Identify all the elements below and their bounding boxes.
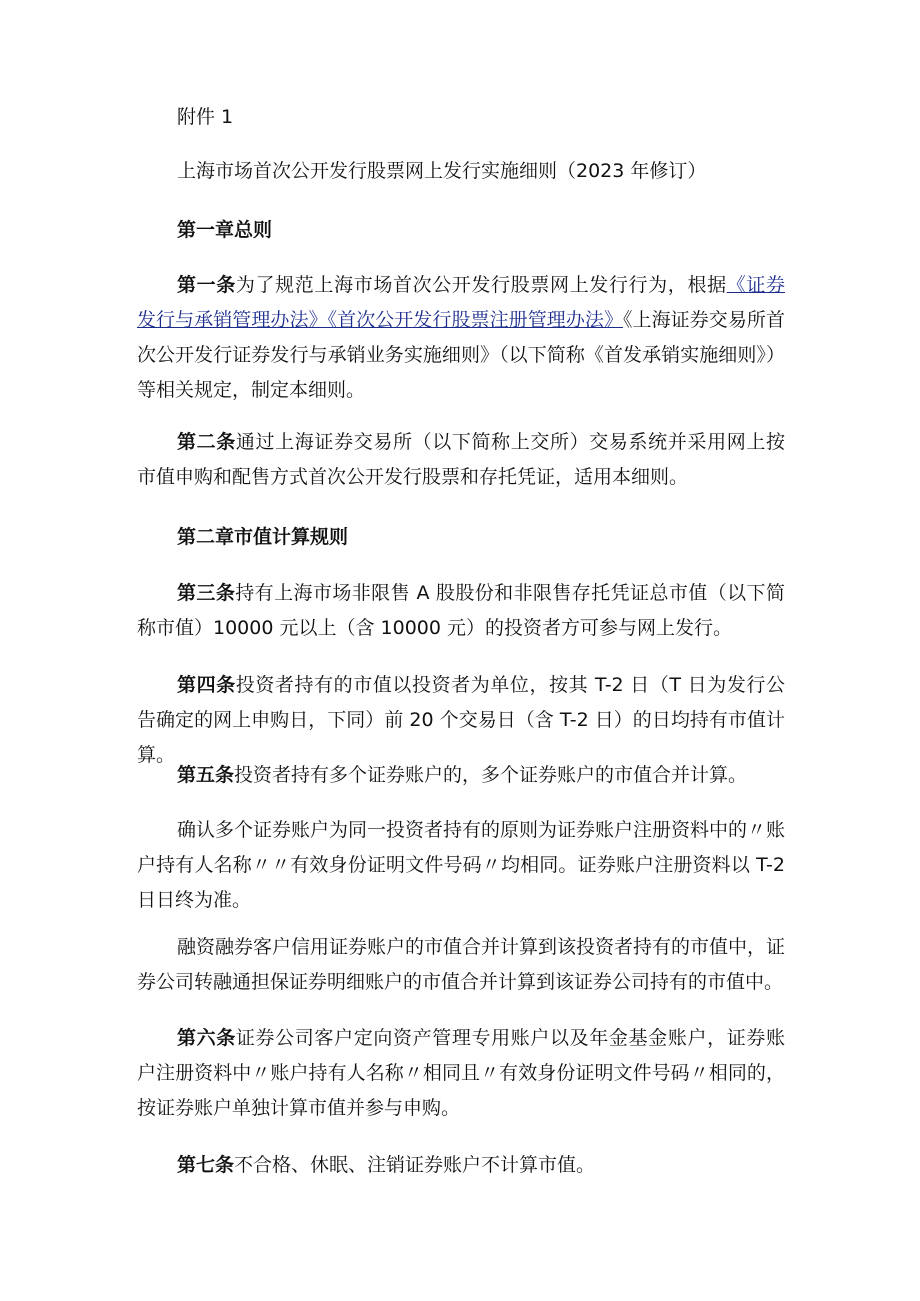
- regulation-link-ipo-registration[interactable]: 《首次公开发行股票注册管理办法》: [327, 309, 623, 331]
- document-title: 上海市场首次公开发行股票网上发行实施细则（2023 年修订）: [177, 160, 707, 182]
- chapter-2-heading: 第二章市值计算规则: [177, 526, 349, 548]
- attachment-label: 附件 1: [177, 106, 234, 128]
- article-6: [137, 1021, 785, 1126]
- paragraph-margin-accounts: 融资融券客户信用证券账户的市值合并计算到该投资者持有的市值中，证券公司转融通担保证券明细账户的市值合并计算到该证券公司持有的市值中。: [137, 936, 786, 993]
- article-2: [137, 425, 785, 495]
- regulation-link-issuance-underwriting[interactable]: 《证券发行与承销管理办法》: [137, 274, 785, 331]
- article-3-label: 第三条: [177, 582, 236, 604]
- article-7-text: 不合格、休眠、注销证券账户不计算市值。: [234, 1154, 596, 1176]
- article-7-label: 第七条: [177, 1154, 235, 1176]
- article-1: [137, 268, 785, 408]
- paragraph-account-confirmation: 确认多个证券账户为同一投资者持有的原则为证券账户注册资料中的〃账户持有人名称〃〃有效身份证明文件号码〃均相同。证券账户注册资料以 T-2 日日终为准。: [137, 819, 786, 911]
- article-3-text: 持有上海市场非限售 A 股股份和非限售存托凭证总市值（以下简称市值）10000 元以上（含 10000 元）的投资者方可参与网上发行。: [137, 582, 785, 639]
- article-6-label: 第六条: [177, 1027, 236, 1049]
- article-5: [137, 758, 785, 793]
- article-3: [137, 576, 785, 646]
- article-1-text: 为了规范上海市场首次公开发行股票网上发行行为，根据: [235, 274, 727, 296]
- article-5-label: 第五条: [177, 764, 235, 786]
- article-5-text: 投资者持有多个证券账户的，多个证券账户的市值合并计算。: [234, 764, 748, 786]
- chapter-1-heading: 第一章总则: [177, 219, 273, 241]
- article-2-label: 第二条: [177, 431, 236, 453]
- article-1-text-cont: 《上海证券交易所首次公开发行证券发行与承销业务实施细则》（以下简称《首发承销实施细则》）等相关规定，制定本细则。: [137, 309, 785, 401]
- article-1-label: 第一条: [177, 274, 236, 296]
- article-6-text: 证券公司客户定向资产管理专用账户以及年金基金账户，证券账户注册资料中〃账户持有人名称〃相同且〃有效身份证明文件号码〃相同的，按证券账户单独计算市值并参与申购。: [137, 1027, 785, 1119]
- article-4-label: 第四条: [177, 674, 236, 696]
- article-7: [137, 1148, 785, 1183]
- article-2-text: 通过上海证券交易所（以下简称上交所）交易系统并采用网上按市值申购和配售方式首次公开发行股票和存托凭证，适用本细则。: [137, 431, 785, 488]
- article-4-text: 投资者持有的市值以投资者为单位，按其 T-2 日（T 日为发行公告确定的网上申购日，下同）前 20 个交易日（含 T-2 日）的日均持有市值计算。: [137, 674, 785, 766]
